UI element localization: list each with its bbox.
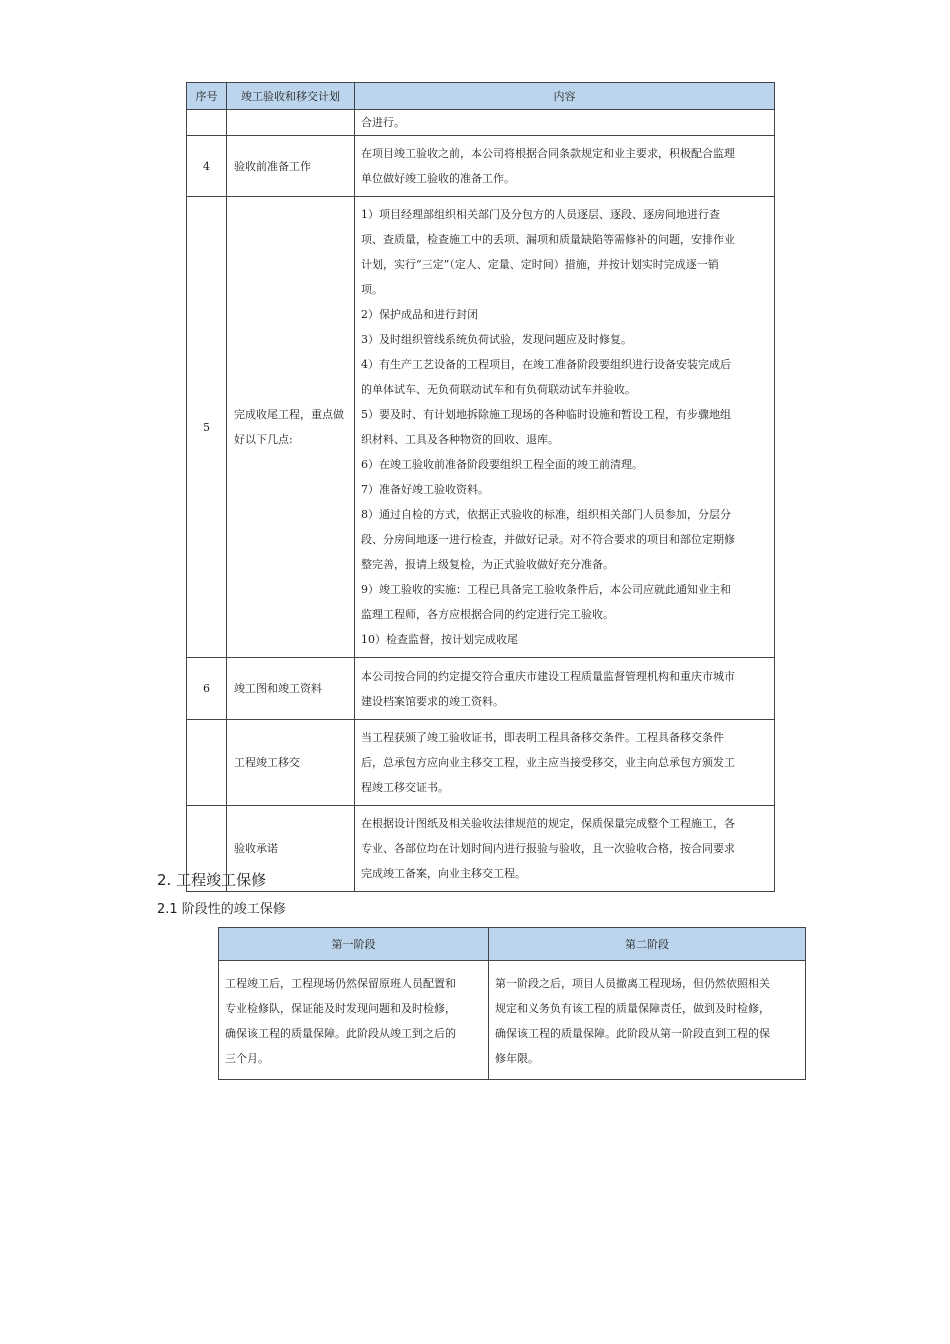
content-line: 整完善，报请上级复检，为正式验收做好充分准备。 xyxy=(361,558,614,571)
header-stage-one: 第一阶段 xyxy=(219,928,489,961)
row-content xyxy=(355,110,775,136)
row-number: 4 xyxy=(187,136,227,197)
content-line: 确保该工程的质量保障。此阶段从竣工到之后的 xyxy=(225,1027,456,1040)
stage-one-cell xyxy=(219,961,489,1080)
header-content: 内容 xyxy=(355,83,775,110)
table-row xyxy=(187,197,775,658)
content-line: 4）有生产工艺设备的工程项目，在竣工准备阶段要组织进行设备安装完成后 xyxy=(361,358,731,371)
row-plan: 验收前准备工作 xyxy=(227,136,355,197)
content-line: 计划，实行“三定”（定人、定量、定时间）措施，并按计划实时完成逐一销 xyxy=(361,258,719,271)
content-line: 10）检查监督，按计划完成收尾 xyxy=(361,633,518,646)
table-row xyxy=(219,961,806,1080)
row-content xyxy=(355,197,775,658)
row-plan: 竣工图和竣工资料 xyxy=(227,658,355,720)
content-line: 6）在竣工验收前准备阶段要组织工程全面的竣工前清理。 xyxy=(361,458,643,471)
content-line: 单位做好竣工验收的准备工作。 xyxy=(361,172,515,185)
row-number: 6 xyxy=(187,658,227,720)
table-header-row xyxy=(219,928,806,961)
header-no: 序号 xyxy=(187,83,227,110)
content-line: 监理工程师，各方应根据合同的约定进行完工验收。 xyxy=(361,608,614,621)
content-line: 在项目竣工验收之前，本公司将根据合同条款规定和业主要求，积极配合监理 xyxy=(361,147,735,160)
row-content xyxy=(355,658,775,720)
table-row xyxy=(187,806,775,892)
content-line: 织材料、工具及各种物资的回收、退库。 xyxy=(361,433,559,446)
table-row xyxy=(187,136,775,197)
content-line: 的单体试车、无负荷联动试车和有负荷联动试车并验收。 xyxy=(361,383,636,396)
content-line: 专业检修队，保证能及时发现问题和及时检修， xyxy=(225,1002,456,1015)
content-line: 当工程获颁了竣工验收证书，即表明工程具备移交条件。工程具备移交条件 xyxy=(361,731,724,744)
row-plan: 工程竣工移交 xyxy=(227,720,355,806)
warranty-stage-table xyxy=(218,927,806,1080)
content-line: 规定和义务负有该工程的质量保障责任，做到及时检修， xyxy=(495,1002,770,1015)
row-plan xyxy=(227,110,355,136)
header-stage-two: 第二阶段 xyxy=(489,928,806,961)
content-line: 本公司按合同的约定提交符合重庆市建设工程质量监督管理机构和重庆市城市 xyxy=(361,669,735,683)
content-line: 修年限。 xyxy=(495,1052,539,1065)
content-line: 项、查质量，检查施工中的丢项、漏项和质量缺陷等需修补的问题，安排作业 xyxy=(361,233,735,246)
content-line: 1）项目经理部组织相关部门及分包方的人员逐层、逐段、逐房间地进行查 xyxy=(361,208,720,221)
table-header-row xyxy=(187,83,775,110)
content-line: 后，总承包方应向业主移交工程，业主应当接受移交，业主向总承包方颁发工 xyxy=(361,756,735,769)
content-line: 程竣工移交证书。 xyxy=(361,781,449,794)
table-row xyxy=(187,720,775,806)
row-content xyxy=(355,806,775,892)
content-line: 7）准备好竣工验收资料。 xyxy=(361,483,489,496)
acceptance-plan-table xyxy=(186,82,775,892)
table-row xyxy=(187,658,775,720)
content-line: 三个月。 xyxy=(225,1052,269,1065)
content-line: 段、分房间地逐一进行检查，并做好记录。对不符合要求的项目和部位定期修 xyxy=(361,533,735,546)
content-line: 专业、各部位均在计划时间内进行报验与验收，且一次验收合格，按合同要求 xyxy=(361,842,735,855)
row-number xyxy=(187,110,227,136)
content-line: 工程竣工后，工程现场仍然保留原班人员配置和 xyxy=(225,977,456,990)
stage-two-cell xyxy=(489,961,806,1080)
row-plan: 完成收尾工程，重点做好以下几点: xyxy=(227,197,355,658)
row-number: 5 xyxy=(187,197,227,658)
subsection-heading-staged-warranty: 2.1 阶段性的竣工保修 xyxy=(157,902,286,917)
content-line: 建设档案馆要求的竣工资料。 xyxy=(361,694,504,708)
content-line: 9）竣工验收的实施：工程已具备完工验收条件后，本公司应就此通知业主和 xyxy=(361,583,731,596)
content-line: 第一阶段之后，项目人员撤离工程现场，但仍然依照相关 xyxy=(495,977,770,990)
section-heading-warranty: 2. 工程竣工保修 xyxy=(157,871,267,889)
row-content xyxy=(355,720,775,806)
content-line: 3）及时组织管线系统负荷试验，发现问题应及时修复。 xyxy=(361,333,632,346)
content-line: 5）要及时、有计划地拆除施工现场的各种临时设施和暂设工程，有步骤地组 xyxy=(361,408,731,421)
content-line: 2）保护成品和进行封闭 xyxy=(361,308,478,321)
content-line: 在根据设计图纸及相关验收法律规范的规定，保质保量完成整个工程施工，各 xyxy=(361,817,735,830)
content-line: 确保该工程的质量保障。此阶段从第一阶段直到工程的保 xyxy=(495,1027,770,1040)
row-number xyxy=(187,720,227,806)
content-line: 完成竣工备案，向业主移交工程。 xyxy=(361,867,526,880)
row-plan: 验收承诺 xyxy=(227,806,355,892)
content-line: 项。 xyxy=(361,283,383,296)
content-line: 8）通过自检的方式，依据正式验收的标准，组织相关部门人员参加，分层分 xyxy=(361,508,731,521)
row-content xyxy=(355,136,775,197)
header-plan: 竣工验收和移交计划 xyxy=(227,83,355,110)
table-row xyxy=(187,110,775,136)
content-line: 合进行。 xyxy=(361,116,405,129)
